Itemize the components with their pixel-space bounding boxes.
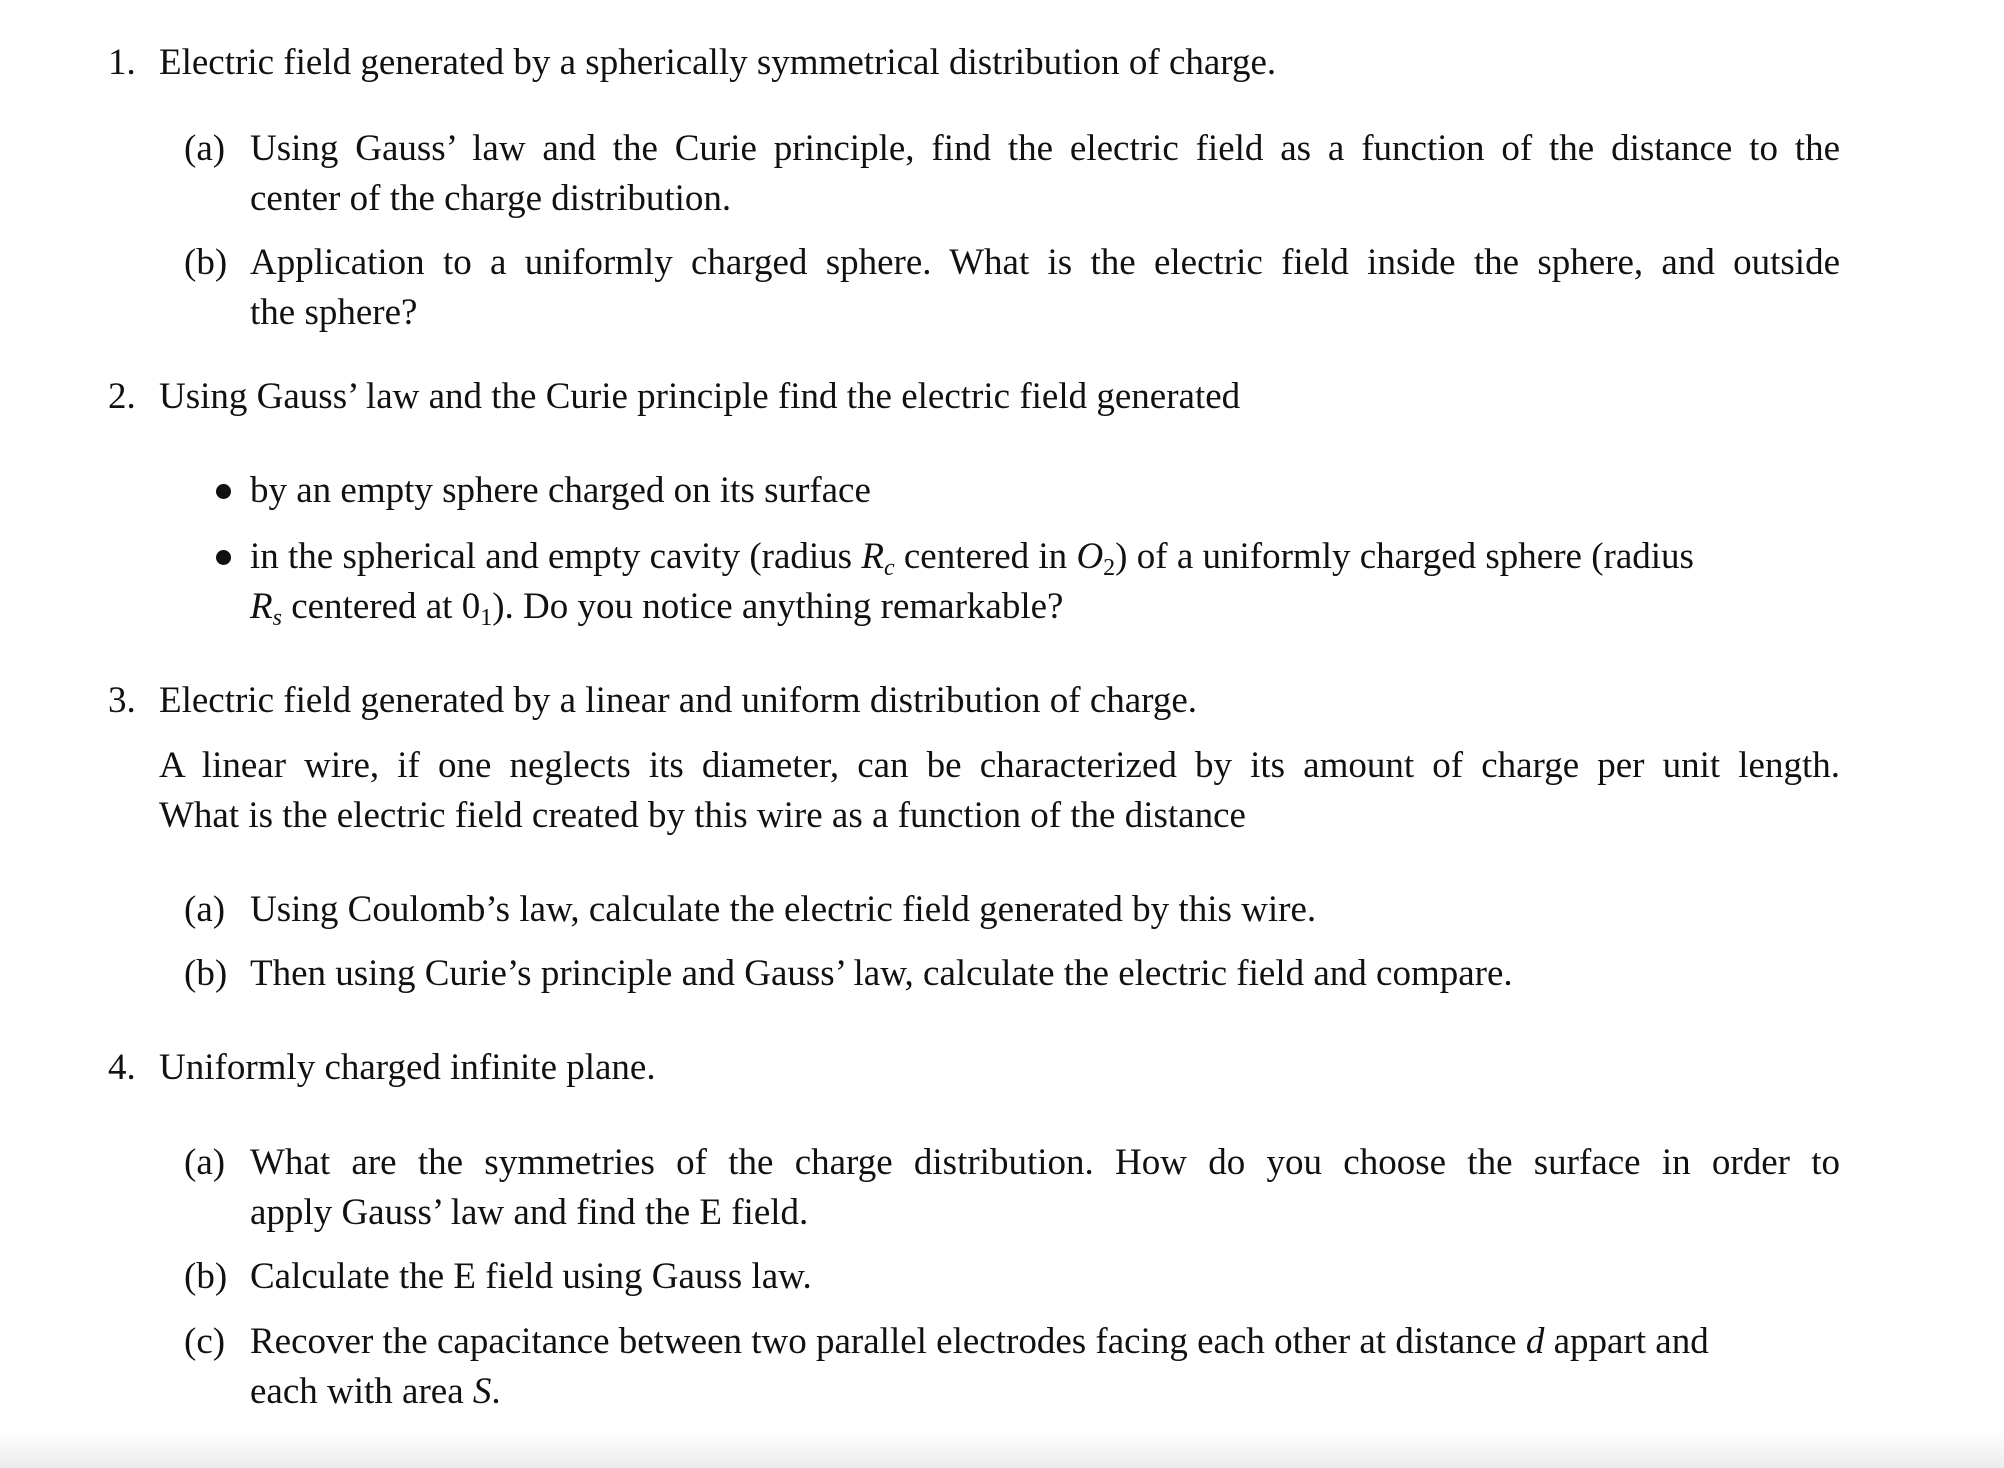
problem-2-title: Using Gauss’ law and the Curie principle find the electric field generated [159, 376, 1241, 417]
problem-2-bullet-1: by an empty sphere charged on its surface [250, 470, 871, 511]
problem-1-number: 1. [108, 42, 136, 83]
problem-3b-label: (b) [184, 953, 228, 994]
problem-4a-line2: apply Gauss’ law and find the E field. [250, 1192, 809, 1233]
problem-4a-line1: What are the symmetries of the charge distribution. How do you choose the surface in order to [250, 1142, 1840, 1183]
problem-3-title: Electric field generated by a linear and uniform distribution of charge. [159, 680, 1198, 721]
problem-3a-line1: Using Coulomb’s law, calculate the electric field generated by this wire. [250, 889, 1317, 930]
problem-4-number: 4. [108, 1047, 136, 1088]
problem-3a-label: (a) [184, 889, 226, 930]
problem-1b-line1: Application to a uniformly charged sphere. What is the electric field inside the sphere, and outside [250, 242, 1840, 283]
problem-1a-line1: Using Gauss’ law and the Curie principle, find the electric field as a function of the distance to the [250, 128, 1840, 169]
problem-4b-label: (b) [184, 1256, 228, 1297]
problem-4c-line1: Recover the capacitance between two parallel electrodes facing each other at distance d appart and [250, 1321, 1709, 1362]
problem-1b-label: (b) [184, 242, 228, 283]
problem-3-number: 3. [108, 680, 136, 721]
page-bottom-shadow [0, 1430, 2004, 1468]
bullet-icon [216, 550, 231, 565]
problem-3-paragraph-line2: What is the electric field created by this wire as a function of the distance [159, 795, 1246, 836]
problem-1a-label: (a) [184, 128, 226, 169]
problem-3-paragraph-line1: A linear wire, if one neglects its diameter, can be characterized by its amount of charge per unit length. [159, 745, 1840, 786]
problem-4-title: Uniformly charged infinite plane. [159, 1047, 656, 1088]
problem-4a-label: (a) [184, 1142, 226, 1183]
problem-1a-line2: center of the charge distribution. [250, 178, 732, 219]
problem-1b-line2: the sphere? [250, 292, 418, 333]
problem-4c-line2: each with area S. [250, 1371, 501, 1412]
problem-2-bullet-2-line1: in the spherical and empty cavity (radius $R_c$ centered in $O_2$) of a uniformly charged sphere (radius [250, 536, 1694, 581]
problem-2-number: 2. [108, 376, 136, 417]
bullet-icon [216, 484, 231, 499]
problem-1-title: Electric field generated by a spherically symmetrical distribution of charge. [159, 42, 1277, 83]
problem-2-bullet-2-line2: $R_s$ centered at $0_1$). Do you notice anything remarkable? [250, 586, 1064, 631]
problem-4c-label: (c) [184, 1321, 226, 1362]
problem-4b-line1: Calculate the E field using Gauss law. [250, 1256, 812, 1297]
problem-3b-line1: Then using Curie’s principle and Gauss’ law, calculate the electric field and compare. [250, 953, 1513, 994]
